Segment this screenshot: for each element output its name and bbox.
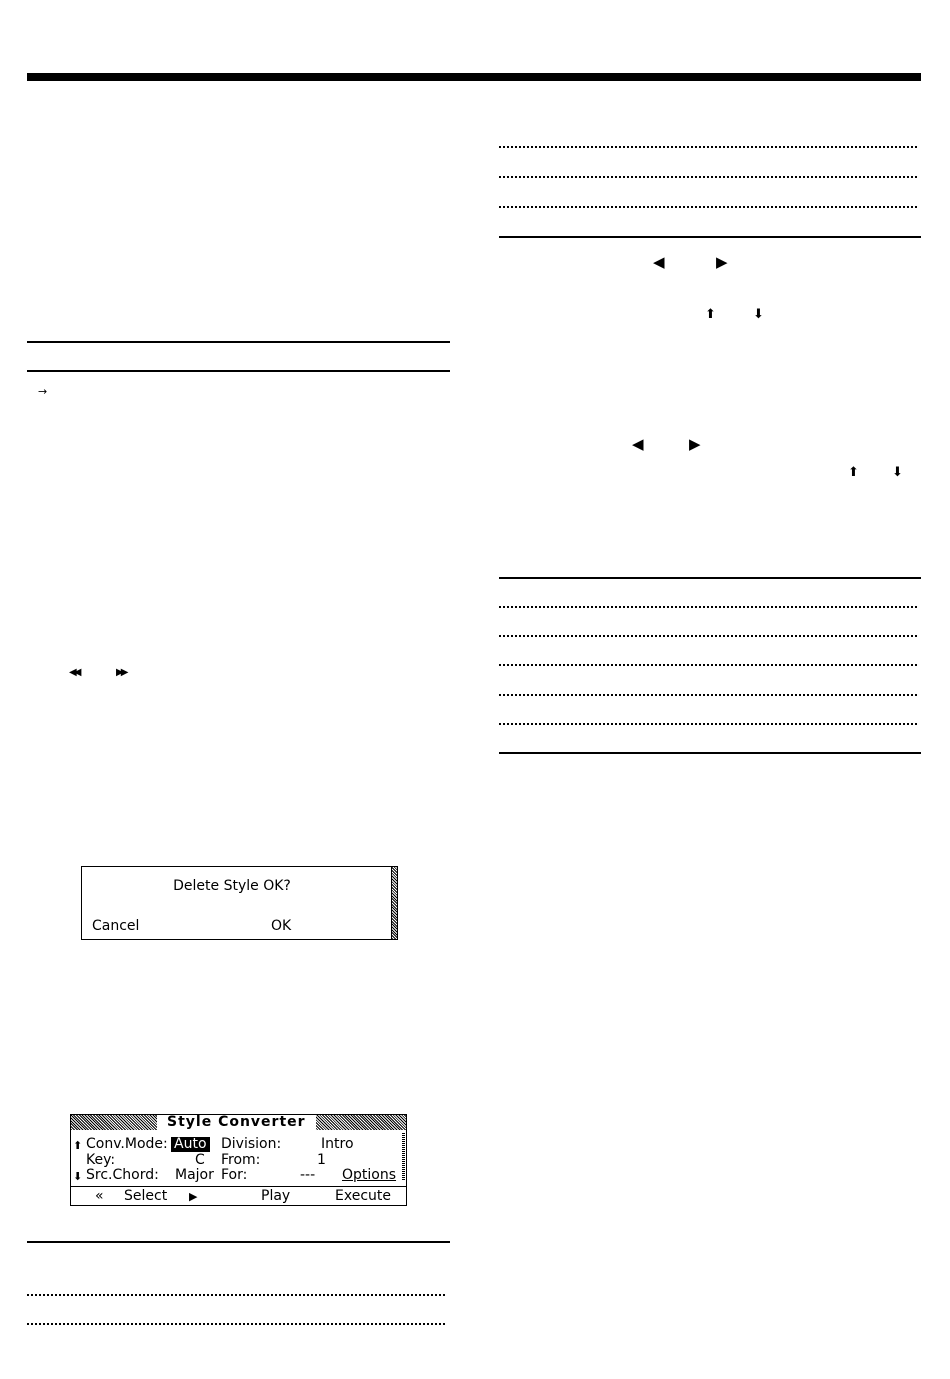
up-cursor-icon: ⬆ xyxy=(848,465,859,480)
select-label: Select xyxy=(124,1188,168,1204)
key-value[interactable]: C xyxy=(195,1152,205,1168)
up-cursor-icon: ⬆ xyxy=(705,307,716,322)
dotted-leader xyxy=(499,176,917,178)
execute-button[interactable]: Execute xyxy=(335,1188,391,1204)
dialog-message: Delete Style OK? xyxy=(173,878,291,894)
section-rule xyxy=(27,370,450,372)
conv-mode-label: Conv.Mode: xyxy=(86,1136,168,1152)
dotted-leader xyxy=(499,635,917,637)
screen-title: Style Converter xyxy=(157,1115,316,1130)
left-cursor-icon: ◀ xyxy=(632,435,644,453)
dotted-leader xyxy=(499,206,917,208)
section-rule xyxy=(27,1241,450,1243)
right-cursor-icon: ▶ xyxy=(689,435,701,453)
fast-forward-icon: ▶▶ xyxy=(116,667,126,678)
select-next-button[interactable]: ▶ xyxy=(189,1190,198,1203)
left-cursor-icon: ◀ xyxy=(653,253,665,271)
down-cursor-icon: ⬇ xyxy=(753,307,764,322)
dotted-leader xyxy=(499,664,917,666)
scrollbar[interactable] xyxy=(402,1133,405,1181)
key-label: Key: xyxy=(86,1152,116,1168)
options-button[interactable]: Options xyxy=(342,1167,397,1183)
from-label: From: xyxy=(221,1152,261,1168)
section-rule xyxy=(499,236,921,238)
from-value[interactable]: 1 xyxy=(317,1152,326,1168)
cancel-button[interactable]: Cancel xyxy=(92,918,140,934)
section-rule xyxy=(499,577,921,579)
for-value[interactable]: --- xyxy=(300,1167,316,1183)
division-label: Division: xyxy=(221,1136,282,1152)
conv-mode-value[interactable]: Auto xyxy=(171,1137,210,1152)
footer-divider xyxy=(71,1186,406,1187)
select-prev-button[interactable]: « xyxy=(95,1188,104,1204)
scroll-edge xyxy=(391,867,397,939)
header-rule xyxy=(27,73,921,81)
ok-button[interactable]: OK xyxy=(271,918,292,934)
dotted-leader xyxy=(499,723,917,725)
src-chord-value[interactable]: Major xyxy=(175,1167,214,1183)
dotted-leader xyxy=(27,1294,445,1296)
section-rule xyxy=(499,752,921,754)
dotted-leader xyxy=(499,694,917,696)
rewind-icon: ◀◀ xyxy=(69,667,79,678)
section-rule xyxy=(27,341,450,343)
scroll-down-icon[interactable]: ⬇ xyxy=(73,1170,83,1183)
scroll-up-icon[interactable]: ⬆ xyxy=(73,1139,83,1152)
dotted-leader xyxy=(499,146,917,148)
down-cursor-icon: ⬇ xyxy=(892,465,903,480)
dotted-leader xyxy=(499,606,917,608)
delete-style-dialog xyxy=(81,866,398,940)
play-button[interactable]: Play xyxy=(261,1188,291,1204)
style-converter-screen xyxy=(70,1114,407,1206)
dotted-leader xyxy=(27,1323,445,1325)
src-chord-label: Src.Chord: xyxy=(86,1167,159,1183)
arrow-icon: → xyxy=(38,385,48,398)
for-label: For: xyxy=(221,1167,248,1183)
division-value[interactable]: Intro xyxy=(321,1136,354,1152)
right-cursor-icon: ▶ xyxy=(716,253,728,271)
